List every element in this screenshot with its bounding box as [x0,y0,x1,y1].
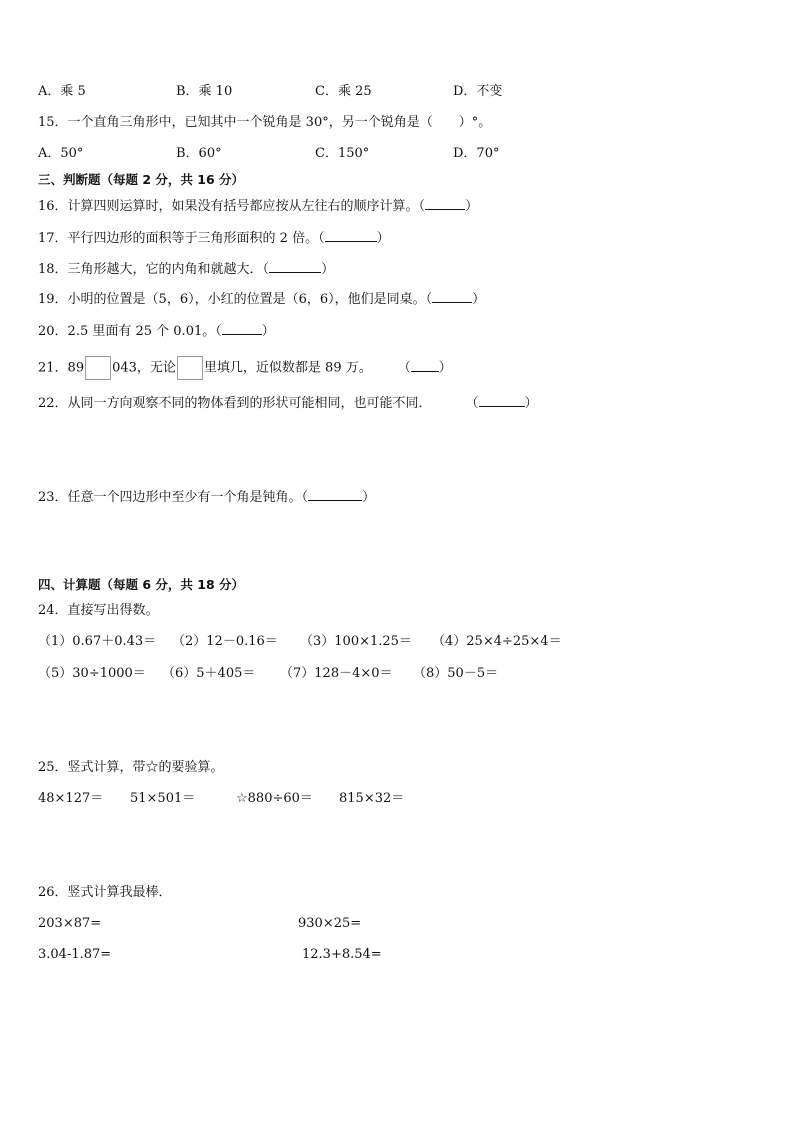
answer-blank-21[interactable] [411,359,439,372]
q15-option-d: D．70° [453,146,500,161]
answer-blank-17[interactable] [325,229,377,242]
question-17-text: 17．平行四边形的面积等于三角形面积的 2 倍。 [38,231,319,246]
q14-option-b: B．乘 10 [176,84,233,99]
q15-option-a: A．50° [38,146,84,161]
section-4-heading: 四、计算题（每题 6 分，共 18 分） [38,577,245,592]
question-25-title: 25．竖式计算，带☆的要验算。 [38,760,224,775]
q15-option-b: B．60° [176,146,222,161]
section-3-heading: 三、判断题（每题 2 分，共 16 分） [38,172,245,187]
digit-box-1[interactable] [85,356,111,380]
vertical-calc-item: 48×127＝ [38,791,104,806]
question-19: 19．小明的位置是（5，6），小红的位置是（6，6），他们是同桌。（ ） [38,292,486,307]
question-20: 20．2.5 里面有 25 个 0.01。（ ） [38,324,275,339]
q14-option-c: C．乘 25 [315,84,372,99]
answer-blank-18[interactable] [269,260,321,273]
answer-blank-22[interactable] [479,394,525,407]
vertical-calc-item: 203×87= [38,916,102,931]
q15-option-c: C．150° [315,146,370,161]
question-16-text: 16．计算四则运算时，如果没有括号都应按从左往右的顺序计算。 [38,199,419,214]
question-17: 17．平行四边形的面积等于三角形面积的 2 倍。（ ） [38,231,390,246]
question-26-title: 26．竖式计算我最棒． [38,885,172,900]
vertical-calc-item: 815×32＝ [339,791,405,806]
answer-blank-23[interactable] [308,488,362,501]
question-23: 23．任意一个四边形中至少有一个角是钝角。（ ） [38,490,376,505]
question-21-part-b: 043，无论 [112,360,176,376]
vertical-calc-item: 930×25= [298,916,362,931]
question-21-part-a: 21．89 [38,360,85,376]
question-18-text: 18．三角形越大，它的内角和就越大． [38,262,263,277]
q14-option-d: D．不变 [453,84,503,99]
question-24-title: 24．直接写出得数。 [38,603,159,618]
question-15: 15．一个直角三角形中，已知其中一个锐角是 30°，另一个锐角是（ ）°。 [38,115,492,130]
q14-option-a: A．乘 5 [38,84,86,99]
calc-item: （1）0.67＋0.43＝ [38,634,157,649]
vertical-calc-item: 51×501＝ [130,791,196,806]
question-19-text: 19．小明的位置是（5，6），小红的位置是（6，6），他们是同桌。 [38,292,426,307]
answer-blank-19[interactable] [432,290,472,303]
question-18: 18．三角形越大，它的内角和就越大．（ ） [38,262,335,277]
answer-blank-16[interactable] [425,197,465,210]
question-16: 16．计算四则运算时，如果没有括号都应按从左往右的顺序计算。（ ） [38,199,479,214]
question-21: 21．89 043，无论 里填几，近似数都是 89 万。 （ ） [38,356,452,381]
question-23-text: 23．任意一个四边形中至少有一个角是钝角。 [38,490,302,505]
question-21-part-c: 里填几，近似数都是 89 万。 [203,360,372,376]
digit-box-2[interactable] [177,356,203,380]
calc-item: （7）128－4×0＝ [280,666,393,681]
vertical-calc-item: 12.3+8.54= [302,947,382,962]
vertical-calc-item: ☆880÷60＝ [236,791,313,806]
calc-item: （2）12－0.16＝ [172,634,278,649]
calc-item: （5）30÷1000＝ [38,666,146,681]
answer-blank-20[interactable] [222,322,262,335]
question-22: 22．从同一方向观察不同的物体看到的形状可能相同，也可能不同． （ ） [38,396,538,411]
calc-item: （3）100×1.25＝ [300,634,412,649]
calc-item: （6）5＋405＝ [162,666,256,681]
question-22-text: 22．从同一方向观察不同的物体看到的形状可能相同，也可能不同． [38,396,432,411]
vertical-calc-item: 3.04-1.87= [38,947,112,962]
calc-item: （8）50－5＝ [413,666,499,681]
calc-item: （4）25×4÷25×4＝ [432,634,562,649]
question-20-text: 20．2.5 里面有 25 个 0.01。 [38,324,216,339]
